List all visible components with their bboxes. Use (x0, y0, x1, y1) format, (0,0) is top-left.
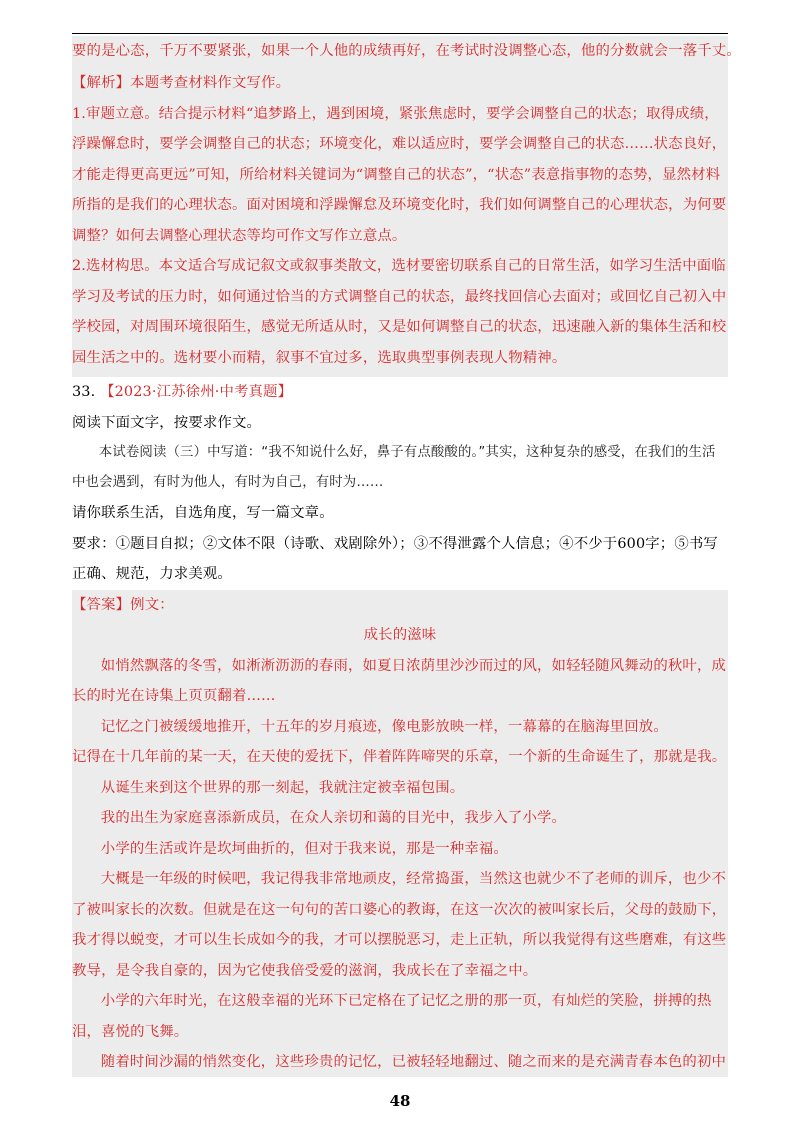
essay-paragraph: 记得在十几年前的某一天，在天使的爱抚下，伴着阵阵啼哭的乐章，一个新的生命诞生了，那就是我。 (72, 749, 727, 765)
analysis-section (72, 66, 728, 377)
analysis-point-2: 2.选材构思。本文适合写成记叙文或叙事类散文，选材要密切联系自己的日常生活，如学习生活中面临学习及考试的压力时，如何通过恰当的方式调整自己的状态，最终找回信心去面对；或回忆自己初入中学校园，对周围环境很陌生，感觉无所适从时，又是如何调整自己的状态，迅速融入新的集体生活和校园生活之中的。选材要小而精，叙事不宜过多，选取典型事例表现人物精神。 (72, 258, 727, 366)
analysis-heading (72, 68, 728, 99)
answer-example-label: 例文： (130, 596, 174, 613)
essay-paragraph: 小学的六年时光，在这般幸福的光环下已定格在了记忆之册的那一页，有灿烂的笑脸，拼搏的热泪，喜悦的飞舞。 (72, 993, 712, 1040)
question-instruction: 阅读下面文字，按要求作文。 (72, 414, 262, 431)
answer-heading (72, 590, 728, 621)
essay-paragraph: 如悄然飘落的冬雪，如淅淅沥沥的春雨，如夏日浓荫里沙沙而过的风，如轻轻随风舞动的秋叶，成长的时光在诗集上页页翻着…… (72, 657, 727, 704)
question-header (72, 377, 728, 408)
analysis-point-1: 1.审题立意。结合提示材料“追梦路上，遇到困境，紧张焦虑时，要学会调整自己的状态；取得成绩，浮躁懈怠时，要学会调整自己的状态；环境变化，难以适应时，要学会调整自己的状态……状态良好，才能走得更高更远”可知，所给材料关键词为“调整自己的状态”，“状态”表意指事物的态势，显然材料所指的是我们的心理状态。面对困境和浮躁懈怠及环境变化时，我们如何调整自己的心理状态，为何要调整？如何去调整心理状态等均可作文写作立意点。 (72, 105, 727, 244)
essay-paragraph: 随着时间沙漏的悄然变化，这些珍贵的记忆，已被轻轻地翻过、随之而来的是充满青春本色的初中 (100, 1054, 727, 1070)
page-number: 48 (389, 1092, 411, 1110)
question-source: 【2023·江苏徐州·中考真题】 (100, 384, 293, 400)
header-rule (72, 33, 728, 34)
analysis-label: 【解析】 (72, 75, 131, 91)
essay-paragraph: 小学的生活或许是坎坷曲折的，但对于我来说，那是一种幸福。 (100, 840, 508, 857)
answer-label: 【答案】 (72, 596, 131, 613)
question-passage: 本试卷阅读（三）中写道：“我不知说什么好，鼻子有点酸酸的。”其实，这种复杂的感受，在我们的生活中也会遇到，有时为他人，有时为自己，有时为…… (72, 445, 716, 490)
answer-section (72, 590, 728, 1078)
essay-paragraph: 记忆之门被缓缓地推开，十五年的岁月痕迹，像电影放映一样，一幕幕的在脑海里回放。 (100, 718, 668, 735)
question-task: 请你联系生活，自选角度，写一篇文章。 (72, 505, 334, 521)
essay-paragraph: 从诞生来到这个世界的那一刻起，我就注定被幸福包围。 (100, 779, 465, 796)
page-content (72, 36, 741, 1077)
essay-paragraph: 我的出生为家庭喜添新成员，在众人亲切和蔼的目光中，我步入了小学。 (100, 810, 567, 826)
question-number: 33. (72, 384, 96, 400)
question-section (72, 377, 728, 590)
top-continuation-line: 要的是心态，千万不要紧张，如果一个人他的成绩再好，在考试时没调整心态，他的分数就会一落千丈。 (72, 36, 728, 66)
essay-title: 成长的滋味 (363, 627, 437, 643)
question-requirements: 要求：①题目自拟；②文体不限（诗歌、戏剧除外）；③不得泄露个人信息；④不少于600字；⑤书写正确、规范，力求美观。 (72, 535, 718, 582)
analysis-intro: 本题考查材料作文写作。 (130, 75, 291, 91)
essay-paragraph: 大概是一年级的时候吧，我记得我非常地顽皮，经常捣蛋，当然这也就少不了老师的训斥，也少不了被叫家长的次数。但就是在这一句句的苦口婆心的教诲，在这一次次的被叫家长后，父母的鼓励下，我才得以蜕变，才可以生长成如今的我，才可以摆脱恶习，走上正轨，所以我觉得有这些磨难，有这些教导，是令我自豪的，因为它使我倍受爱的滋润，我成长在了幸福之中。 (72, 871, 727, 979)
